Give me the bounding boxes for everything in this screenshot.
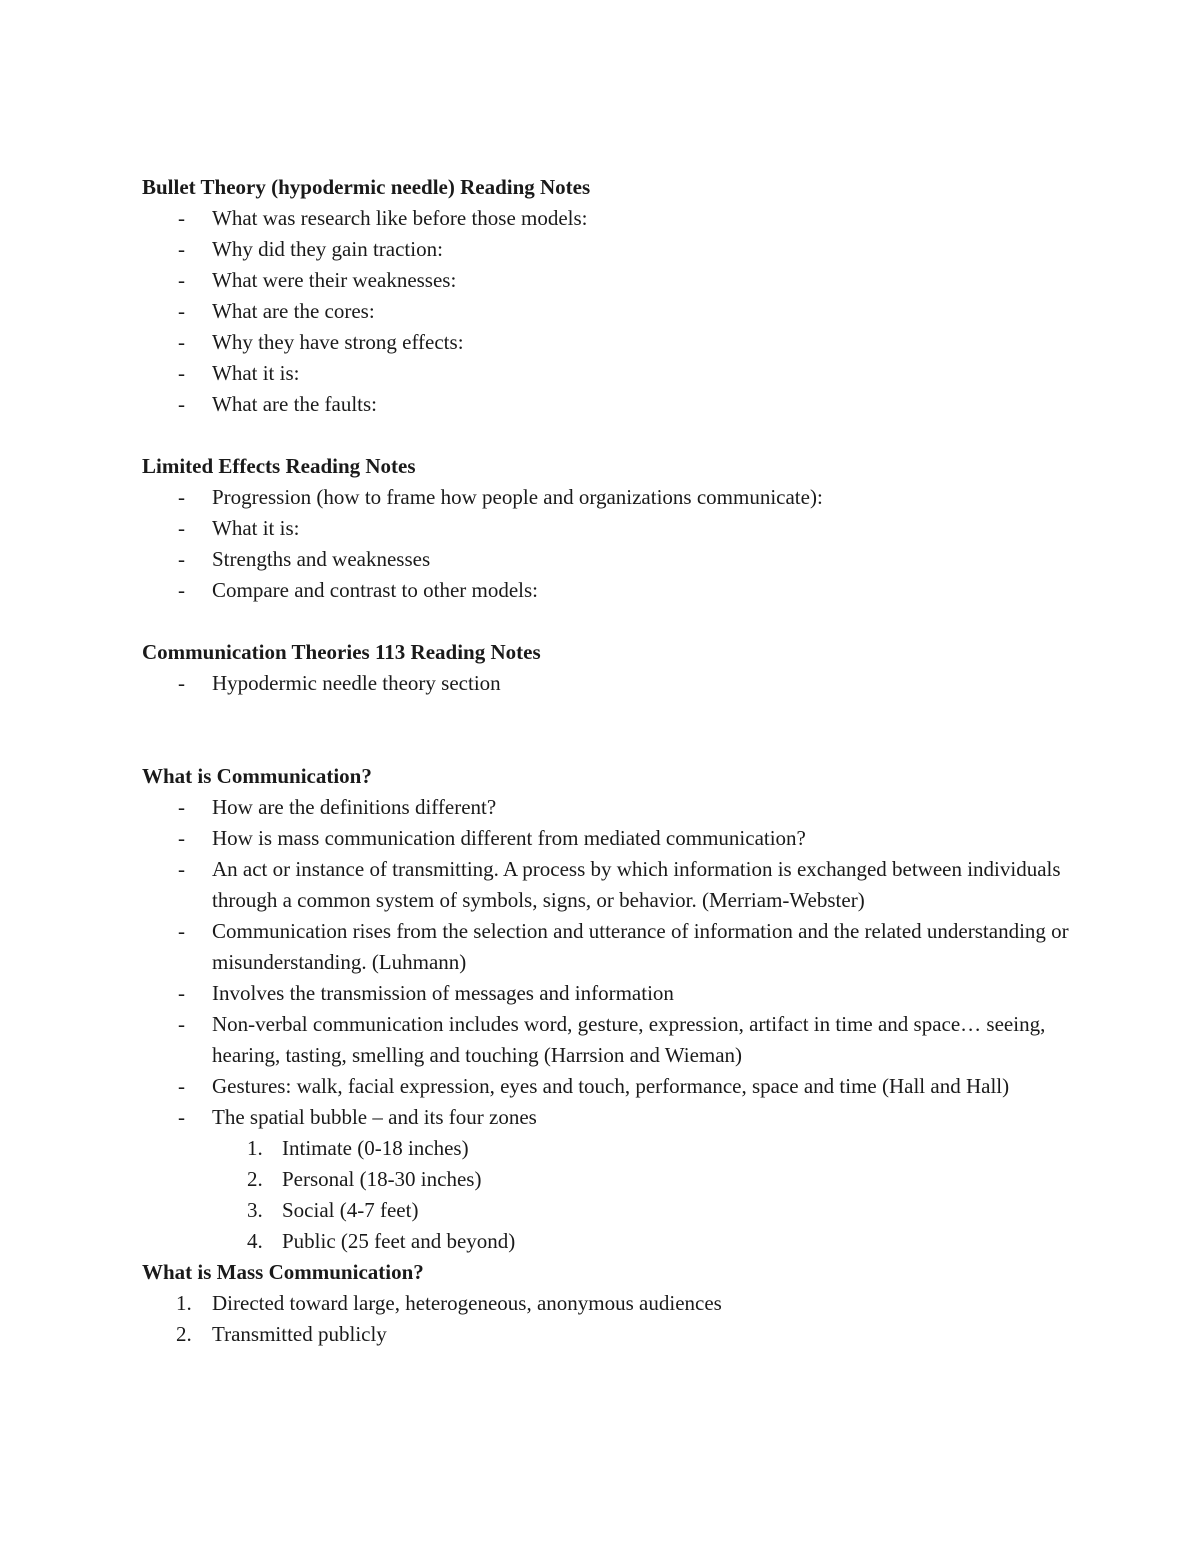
list-item: - Strengths and weaknesses: [142, 544, 1072, 575]
section-heading-communication-theories: Communication Theories 113 Reading Notes: [142, 640, 541, 664]
number-marker: 2.: [176, 1322, 192, 1346]
dash-marker: -: [178, 826, 185, 850]
blank-line: [142, 606, 1072, 637]
dash-marker: -: [178, 857, 185, 881]
list-item: - Progression (how to frame how people and organizations communicate):: [142, 482, 1072, 513]
list-item: - What was research like before those models:: [142, 203, 1072, 234]
dash-marker: -: [178, 330, 185, 354]
dash-marker: -: [178, 919, 185, 943]
list-item: - How are the definitions different?: [142, 792, 1072, 823]
dash-marker: -: [178, 392, 185, 416]
list-item: - An act or instance of transmitting. A process by which information is exchanged between individuals through a common system of symbols, signs, or behavior. (Merriam-Webster): [142, 854, 1072, 916]
dash-marker: -: [178, 1074, 185, 1098]
dash-marker: -: [178, 361, 185, 385]
zone-item: 1. Intimate (0-18 inches): [142, 1133, 1072, 1164]
dash-marker: -: [178, 795, 185, 819]
number-marker: 1.: [247, 1136, 263, 1160]
section-heading-what-is-communication: What is Communication?: [142, 764, 372, 788]
dash-marker: -: [178, 1012, 185, 1036]
list-item: - Non-verbal communication includes word, gesture, expression, artifact in time and space… seeing, hearing, tasting, smelling and touching (Harrsion and Wieman): [142, 1009, 1072, 1071]
dash-marker: -: [178, 268, 185, 292]
number-marker: 2.: [247, 1167, 263, 1191]
dash-marker: -: [178, 516, 185, 540]
list-item: - What are the cores:: [142, 296, 1072, 327]
dash-marker: -: [178, 981, 185, 1005]
list-item: 2. Transmitted publicly: [142, 1319, 1072, 1350]
list-item: - Compare and contrast to other models:: [142, 575, 1072, 606]
list-item: - Involves the transmission of messages and information: [142, 978, 1072, 1009]
blank-line: [142, 420, 1072, 451]
list-item: - What were their weaknesses:: [142, 265, 1072, 296]
list-item: - What it is:: [142, 513, 1072, 544]
blank-line: [142, 730, 1072, 761]
section-heading-mass-communication: What is Mass Communication?: [142, 1260, 424, 1284]
list-item: 1. Directed toward large, heterogeneous, anonymous audiences: [142, 1288, 1072, 1319]
list-item: - Why did they gain traction:: [142, 234, 1072, 265]
section-heading-bullet-theory: Bullet Theory (hypodermic needle) Reading Notes: [142, 175, 591, 199]
zone-item: 4. Public (25 feet and beyond): [142, 1226, 1072, 1257]
section-heading-limited-effects: Limited Effects Reading Notes: [142, 454, 416, 478]
dash-marker: -: [178, 1105, 185, 1129]
list-item: - Why they have strong effects:: [142, 327, 1072, 358]
list-item: - What are the faults:: [142, 389, 1072, 420]
number-marker: 4.: [247, 1229, 263, 1253]
document-page: [142, 172, 1072, 1350]
dash-marker: -: [178, 237, 185, 261]
dash-marker: -: [178, 485, 185, 509]
list-item: - Hypodermic needle theory section: [142, 668, 1072, 699]
list-item: - How is mass communication different from mediated communication?: [142, 823, 1072, 854]
blank-line: [142, 699, 1072, 730]
number-marker: 1.: [176, 1291, 192, 1315]
zone-item: 2. Personal (18-30 inches): [142, 1164, 1072, 1195]
list-item: - The spatial bubble – and its four zones: [142, 1102, 1072, 1133]
list-item: - Gestures: walk, facial expression, eyes and touch, performance, space and time (Hall and Hall): [142, 1071, 1072, 1102]
list-item: - Communication rises from the selection and utterance of information and the related understanding or misunderstanding. (Luhmann): [142, 916, 1072, 978]
dash-marker: -: [178, 299, 185, 323]
list-item: - What it is:: [142, 358, 1072, 389]
number-marker: 3.: [247, 1198, 263, 1222]
zone-item: 3. Social (4-7 feet): [142, 1195, 1072, 1226]
dash-marker: -: [178, 206, 185, 230]
dash-marker: -: [178, 547, 185, 571]
dash-marker: -: [178, 578, 185, 602]
dash-marker: -: [178, 671, 185, 695]
